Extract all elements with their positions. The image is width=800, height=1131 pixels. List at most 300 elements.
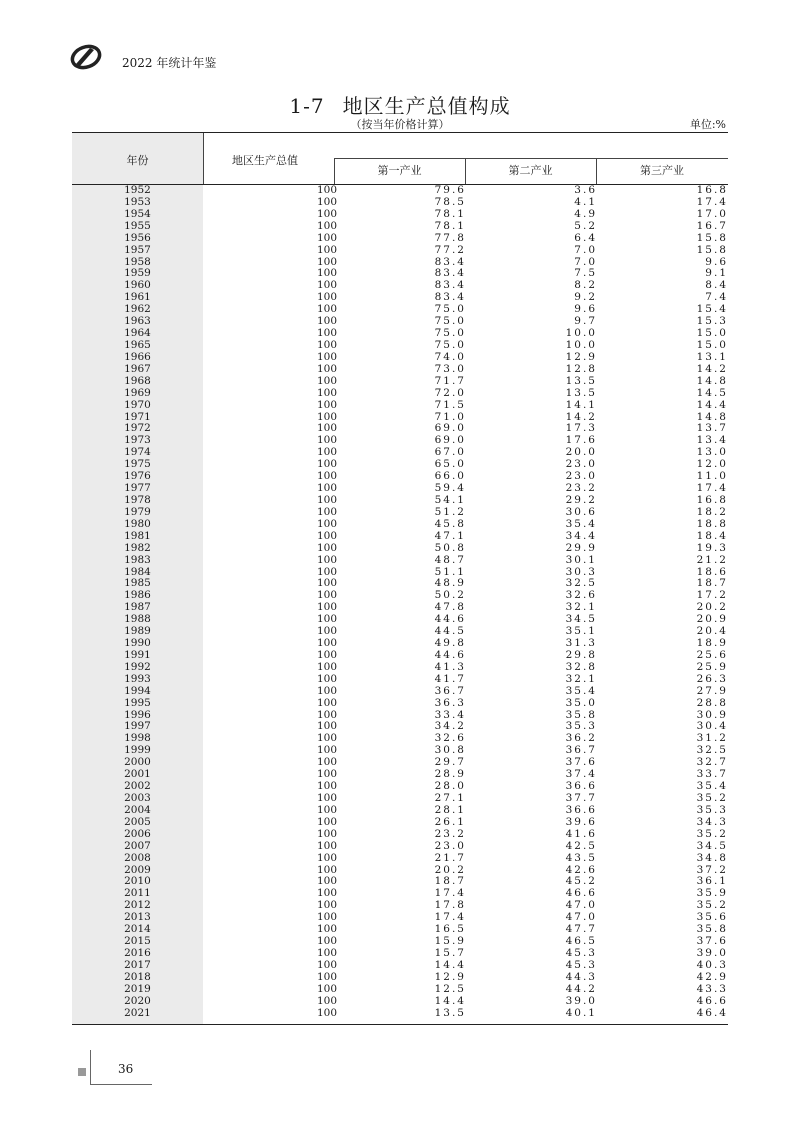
cell-secondary: 23.2 bbox=[565, 482, 597, 495]
cell-secondary: 36.7 bbox=[565, 744, 597, 757]
yearbook-logo-icon bbox=[70, 44, 102, 70]
table-row bbox=[72, 924, 728, 936]
table-row bbox=[72, 912, 728, 924]
cell-total: 100 bbox=[316, 315, 337, 328]
cell-secondary: 13.5 bbox=[565, 386, 597, 399]
cell-tertiary: 20.2 bbox=[696, 601, 728, 614]
cell-primary: 78.1 bbox=[434, 219, 466, 232]
cell-total: 100 bbox=[316, 875, 337, 888]
cell-tertiary: 14.5 bbox=[696, 386, 728, 399]
cell-secondary: 30.6 bbox=[565, 505, 597, 518]
cell-tertiary: 42.9 bbox=[696, 970, 728, 983]
table-row bbox=[72, 519, 728, 531]
table-row bbox=[72, 721, 728, 733]
header-secondary: 第二产业 bbox=[508, 164, 553, 177]
cell-secondary: 44.2 bbox=[565, 982, 597, 995]
cell-year: 1986 bbox=[124, 589, 151, 602]
cell-year: 1969 bbox=[124, 386, 151, 399]
cell-tertiary: 17.4 bbox=[696, 482, 728, 495]
table-row bbox=[72, 459, 728, 471]
cell-tertiary: 25.6 bbox=[696, 648, 728, 661]
cell-tertiary: 18.9 bbox=[696, 637, 728, 650]
cell-secondary: 42.6 bbox=[565, 863, 597, 876]
cell-year: 1997 bbox=[124, 720, 151, 733]
cell-secondary: 46.5 bbox=[565, 935, 597, 948]
cell-year: 2014 bbox=[124, 923, 151, 936]
cell-secondary: 34.5 bbox=[565, 613, 597, 626]
cell-primary: 75.0 bbox=[434, 327, 466, 340]
cell-year: 1998 bbox=[124, 732, 151, 745]
cell-total: 100 bbox=[316, 517, 337, 530]
cell-total: 100 bbox=[316, 589, 337, 602]
cell-year: 2013 bbox=[124, 911, 151, 924]
cell-tertiary: 14.8 bbox=[696, 374, 728, 387]
cell-primary: 29.7 bbox=[434, 756, 466, 769]
cell-total: 100 bbox=[316, 1006, 337, 1019]
cell-primary: 67.0 bbox=[434, 446, 466, 459]
cell-total: 100 bbox=[316, 374, 337, 387]
cell-secondary: 47.0 bbox=[565, 899, 597, 912]
table-row bbox=[72, 996, 728, 1008]
cell-year: 1999 bbox=[124, 744, 151, 757]
cell-secondary: 45.3 bbox=[565, 958, 597, 971]
cell-year: 2001 bbox=[124, 768, 151, 781]
cell-primary: 15.7 bbox=[434, 947, 466, 959]
cell-year: 1954 bbox=[124, 207, 151, 220]
table-row bbox=[72, 268, 728, 280]
table-row bbox=[72, 638, 728, 650]
cell-year: 1982 bbox=[124, 541, 151, 554]
cell-total: 100 bbox=[316, 696, 337, 709]
cell-total: 100 bbox=[316, 338, 337, 351]
cell-year: 2021 bbox=[124, 1006, 151, 1019]
table-row bbox=[72, 757, 728, 769]
cell-total: 100 bbox=[316, 184, 337, 196]
cell-year: 1973 bbox=[124, 434, 151, 447]
table-row bbox=[72, 662, 728, 674]
table-row bbox=[72, 984, 728, 996]
table-row bbox=[72, 853, 728, 865]
cell-secondary: 29.8 bbox=[565, 648, 597, 661]
table-row bbox=[72, 710, 728, 722]
cell-secondary: 37.7 bbox=[565, 792, 597, 805]
cell-tertiary: 14.2 bbox=[696, 362, 728, 375]
cell-primary: 75.0 bbox=[434, 315, 466, 328]
header-tertiary: 第三产业 bbox=[640, 164, 684, 177]
cell-tertiary: 35.9 bbox=[696, 887, 728, 900]
cell-primary: 41.3 bbox=[434, 660, 466, 673]
cell-year: 1961 bbox=[124, 291, 151, 304]
cell-primary: 44.6 bbox=[434, 648, 466, 661]
cell-primary: 13.5 bbox=[434, 1006, 466, 1019]
cell-tertiary: 37.2 bbox=[696, 863, 728, 876]
cell-secondary: 35.3 bbox=[565, 720, 597, 733]
cell-tertiary: 15.8 bbox=[696, 243, 728, 256]
cell-tertiary: 39.0 bbox=[696, 947, 728, 959]
cell-total: 100 bbox=[316, 350, 337, 363]
cell-tertiary: 15.0 bbox=[696, 327, 728, 340]
cell-total: 100 bbox=[316, 899, 337, 912]
cell-primary: 15.9 bbox=[434, 935, 466, 948]
cell-secondary: 7.0 bbox=[574, 243, 597, 256]
cell-total: 100 bbox=[316, 553, 337, 566]
cell-year: 1974 bbox=[124, 446, 151, 459]
cell-primary: 71.7 bbox=[434, 374, 466, 387]
table-row bbox=[72, 233, 728, 245]
cell-primary: 12.5 bbox=[434, 982, 466, 995]
cell-primary: 59.4 bbox=[434, 482, 466, 495]
cell-secondary: 9.7 bbox=[574, 315, 597, 328]
cell-primary: 50.8 bbox=[434, 541, 466, 554]
cell-tertiary: 43.3 bbox=[696, 982, 728, 995]
cell-secondary: 13.5 bbox=[565, 374, 597, 387]
cell-year: 1983 bbox=[124, 553, 151, 566]
cell-secondary: 30.1 bbox=[565, 553, 597, 566]
cell-tertiary: 7.4 bbox=[705, 291, 728, 304]
cell-primary: 17.4 bbox=[434, 911, 466, 924]
table-row bbox=[72, 698, 728, 710]
cell-tertiary: 35.4 bbox=[696, 780, 728, 793]
cell-secondary: 32.1 bbox=[565, 672, 597, 685]
cell-total: 100 bbox=[316, 255, 337, 268]
cell-year: 1956 bbox=[124, 231, 151, 244]
table-row bbox=[72, 400, 728, 412]
cell-primary: 28.0 bbox=[434, 780, 466, 793]
cell-primary: 77.2 bbox=[434, 243, 466, 256]
cell-primary: 50.2 bbox=[434, 589, 466, 602]
cell-year: 2006 bbox=[124, 827, 151, 840]
cell-total: 100 bbox=[316, 231, 337, 244]
cell-tertiary: 15.4 bbox=[696, 303, 728, 316]
cell-total: 100 bbox=[316, 863, 337, 876]
cell-tertiary: 20.9 bbox=[696, 613, 728, 626]
cell-year: 1975 bbox=[124, 458, 151, 471]
table-row bbox=[72, 292, 728, 304]
cell-tertiary: 28.8 bbox=[696, 696, 728, 709]
cell-tertiary: 37.6 bbox=[696, 935, 728, 948]
table-row bbox=[72, 602, 728, 614]
cell-primary: 49.8 bbox=[434, 637, 466, 650]
cell-total: 100 bbox=[316, 219, 337, 232]
cell-total: 100 bbox=[316, 601, 337, 614]
table-row bbox=[72, 245, 728, 257]
cell-tertiary: 16.8 bbox=[696, 493, 728, 506]
cell-primary: 36.3 bbox=[434, 696, 466, 709]
cell-tertiary: 35.3 bbox=[696, 803, 728, 816]
cell-secondary: 36.6 bbox=[565, 780, 597, 793]
table-row bbox=[72, 221, 728, 233]
cell-total: 100 bbox=[316, 982, 337, 995]
table-row bbox=[72, 865, 728, 877]
cell-year: 1985 bbox=[124, 577, 151, 590]
cell-tertiary: 21.2 bbox=[696, 553, 728, 566]
table-row bbox=[72, 769, 728, 781]
cell-secondary: 10.0 bbox=[565, 338, 597, 351]
cell-primary: 71.5 bbox=[434, 398, 466, 411]
cell-year: 1965 bbox=[124, 338, 151, 351]
cell-primary: 47.1 bbox=[434, 529, 466, 542]
cell-total: 100 bbox=[316, 386, 337, 399]
cell-secondary: 32.6 bbox=[565, 589, 597, 602]
cell-total: 100 bbox=[316, 839, 337, 852]
cell-primary: 75.0 bbox=[434, 338, 466, 351]
cell-year: 1980 bbox=[124, 517, 151, 530]
cell-secondary: 44.3 bbox=[565, 970, 597, 983]
cell-primary: 65.0 bbox=[434, 458, 466, 471]
cell-year: 1979 bbox=[124, 505, 151, 518]
cell-total: 100 bbox=[316, 446, 337, 459]
cell-total: 100 bbox=[316, 613, 337, 626]
cell-year: 1977 bbox=[124, 482, 151, 495]
cell-tertiary: 15.0 bbox=[696, 338, 728, 351]
cell-year: 1989 bbox=[124, 625, 151, 638]
cell-primary: 26.1 bbox=[434, 815, 466, 828]
cell-secondary: 8.2 bbox=[574, 279, 597, 292]
table-row bbox=[72, 614, 728, 626]
table-body bbox=[72, 185, 728, 1020]
cell-year: 2018 bbox=[124, 970, 151, 983]
cell-total: 100 bbox=[316, 720, 337, 733]
cell-year: 1964 bbox=[124, 327, 151, 340]
table-row bbox=[72, 650, 728, 662]
cell-total: 100 bbox=[316, 327, 337, 340]
cell-total: 100 bbox=[316, 672, 337, 685]
cell-primary: 45.8 bbox=[434, 517, 466, 530]
cell-tertiary: 35.6 bbox=[696, 911, 728, 924]
cell-total: 100 bbox=[316, 207, 337, 220]
cell-total: 100 bbox=[316, 994, 337, 1007]
table-row bbox=[72, 185, 728, 197]
cell-total: 100 bbox=[316, 970, 337, 983]
cell-secondary: 39.0 bbox=[565, 994, 597, 1007]
table-row bbox=[72, 471, 728, 483]
cell-total: 100 bbox=[316, 923, 337, 936]
cell-primary: 83.4 bbox=[434, 255, 466, 268]
cell-secondary: 6.4 bbox=[574, 231, 597, 244]
cell-year: 2002 bbox=[124, 780, 151, 793]
cell-tertiary: 8.4 bbox=[705, 279, 728, 292]
table-number: 1-7 bbox=[289, 94, 325, 118]
table-title-text: 地区生产总值构成 bbox=[342, 94, 511, 118]
cell-total: 100 bbox=[316, 303, 337, 316]
table-row bbox=[72, 197, 728, 209]
cell-year: 2019 bbox=[124, 982, 151, 995]
cell-primary: 77.8 bbox=[434, 231, 466, 244]
cell-year: 1984 bbox=[124, 565, 151, 578]
table-row bbox=[72, 817, 728, 829]
cell-secondary: 35.8 bbox=[565, 708, 597, 721]
cell-secondary: 35.4 bbox=[565, 684, 597, 697]
table-row bbox=[72, 936, 728, 948]
table-row bbox=[72, 733, 728, 745]
cell-secondary: 32.5 bbox=[565, 577, 597, 590]
cell-year: 2012 bbox=[124, 899, 151, 912]
table-row bbox=[72, 280, 728, 292]
header-year: 年份 bbox=[126, 154, 149, 167]
cell-year: 1959 bbox=[124, 267, 151, 280]
cell-tertiary: 35.2 bbox=[696, 899, 728, 912]
cell-tertiary: 17.0 bbox=[696, 207, 728, 220]
cell-primary: 30.8 bbox=[434, 744, 466, 757]
cell-total: 100 bbox=[316, 398, 337, 411]
table-row bbox=[72, 781, 728, 793]
cell-year: 2010 bbox=[124, 875, 151, 888]
cell-secondary: 23.0 bbox=[565, 470, 597, 483]
cell-secondary: 46.6 bbox=[565, 887, 597, 900]
cell-secondary: 30.3 bbox=[565, 565, 597, 578]
cell-total: 100 bbox=[316, 827, 337, 840]
cell-year: 2000 bbox=[124, 756, 151, 769]
cell-secondary: 9.6 bbox=[574, 303, 597, 316]
cell-total: 100 bbox=[316, 768, 337, 781]
cell-year: 1978 bbox=[124, 493, 151, 506]
cell-tertiary: 13.0 bbox=[696, 446, 728, 459]
cell-secondary: 23.0 bbox=[565, 458, 597, 471]
cell-secondary: 31.3 bbox=[565, 637, 597, 650]
cell-year: 2016 bbox=[124, 947, 151, 959]
cell-primary: 54.1 bbox=[434, 493, 466, 506]
cell-total: 100 bbox=[316, 637, 337, 650]
cell-primary: 17.8 bbox=[434, 899, 466, 912]
cell-primary: 78.5 bbox=[434, 195, 466, 208]
cell-primary: 18.7 bbox=[434, 875, 466, 888]
table-row bbox=[72, 888, 728, 900]
cell-tertiary: 46.4 bbox=[696, 1006, 728, 1019]
cell-secondary: 35.0 bbox=[565, 696, 597, 709]
table-row bbox=[72, 745, 728, 757]
table-row bbox=[72, 841, 728, 853]
table-row bbox=[72, 805, 728, 817]
cell-total: 100 bbox=[316, 195, 337, 208]
cell-year: 1987 bbox=[124, 601, 151, 614]
cell-total: 100 bbox=[316, 815, 337, 828]
table-row bbox=[72, 316, 728, 328]
cell-total: 100 bbox=[316, 780, 337, 793]
cell-total: 100 bbox=[316, 458, 337, 471]
cell-tertiary: 18.4 bbox=[696, 529, 728, 542]
cell-total: 100 bbox=[316, 887, 337, 900]
table-row bbox=[72, 829, 728, 841]
cell-year: 1970 bbox=[124, 398, 151, 411]
cell-year: 1994 bbox=[124, 684, 151, 697]
cell-total: 100 bbox=[316, 362, 337, 375]
cell-tertiary: 18.8 bbox=[696, 517, 728, 530]
table-bottom-rule bbox=[72, 1024, 728, 1025]
table-row bbox=[72, 423, 728, 435]
cell-primary: 27.1 bbox=[434, 792, 466, 805]
cell-tertiary: 25.9 bbox=[696, 660, 728, 673]
cell-tertiary: 36.1 bbox=[696, 875, 728, 888]
cell-year: 1953 bbox=[124, 195, 151, 208]
cell-secondary: 41.6 bbox=[565, 827, 597, 840]
table-unit: 单位:% bbox=[689, 118, 726, 131]
cell-year: 1976 bbox=[124, 470, 151, 483]
cell-tertiary: 15.8 bbox=[696, 231, 728, 244]
cell-secondary: 36.6 bbox=[565, 803, 597, 816]
cell-primary: 83.4 bbox=[434, 291, 466, 304]
cell-total: 100 bbox=[316, 243, 337, 256]
table-row bbox=[72, 412, 728, 424]
table-row bbox=[72, 793, 728, 805]
table-row bbox=[72, 483, 728, 495]
cell-tertiary: 33.7 bbox=[696, 768, 728, 781]
cell-tertiary: 14.8 bbox=[696, 410, 728, 423]
cell-primary: 28.9 bbox=[434, 768, 466, 781]
cell-total: 100 bbox=[316, 732, 337, 745]
cell-tertiary: 17.2 bbox=[696, 589, 728, 602]
cell-tertiary: 14.4 bbox=[696, 398, 728, 411]
cell-secondary: 40.1 bbox=[565, 1006, 597, 1019]
cell-year: 1957 bbox=[124, 243, 151, 256]
cell-year: 1960 bbox=[124, 279, 151, 292]
table-row bbox=[72, 257, 728, 269]
cell-year: 1955 bbox=[124, 219, 151, 232]
cell-secondary: 35.4 bbox=[565, 517, 597, 530]
footer-square-icon bbox=[78, 1068, 86, 1076]
table-row bbox=[72, 578, 728, 590]
table-row bbox=[72, 435, 728, 447]
cell-primary: 44.5 bbox=[434, 625, 466, 638]
cell-total: 100 bbox=[316, 684, 337, 697]
table-row bbox=[72, 972, 728, 984]
table-row bbox=[72, 674, 728, 686]
table-row bbox=[72, 507, 728, 519]
cell-primary: 36.7 bbox=[434, 684, 466, 697]
table-row bbox=[72, 364, 728, 376]
cell-primary: 34.2 bbox=[434, 720, 466, 733]
cell-primary: 28.1 bbox=[434, 803, 466, 816]
cell-secondary: 7.5 bbox=[574, 267, 597, 280]
table-row bbox=[72, 495, 728, 507]
cell-total: 100 bbox=[316, 291, 337, 304]
cell-secondary: 32.8 bbox=[565, 660, 597, 673]
cell-primary: 51.1 bbox=[434, 565, 466, 578]
header-primary: 第一产业 bbox=[377, 164, 422, 177]
cell-primary: 23.2 bbox=[434, 827, 466, 840]
cell-year: 2003 bbox=[124, 792, 151, 805]
cell-year: 1995 bbox=[124, 696, 151, 709]
cell-primary: 71.0 bbox=[434, 410, 466, 423]
cell-primary: 75.0 bbox=[434, 303, 466, 316]
cell-primary: 79.6 bbox=[434, 184, 466, 196]
cell-primary: 21.7 bbox=[434, 851, 466, 864]
cell-year: 1952 bbox=[124, 184, 151, 196]
cell-primary: 16.5 bbox=[434, 923, 466, 936]
cell-secondary: 12.8 bbox=[565, 362, 597, 375]
table-title bbox=[0, 90, 800, 119]
cell-secondary: 14.1 bbox=[565, 398, 597, 411]
cell-secondary: 9.2 bbox=[574, 291, 597, 304]
cell-total: 100 bbox=[316, 493, 337, 506]
cell-tertiary: 15.3 bbox=[696, 315, 728, 328]
cell-tertiary: 18.7 bbox=[696, 577, 728, 590]
cell-secondary: 37.4 bbox=[565, 768, 597, 781]
cell-secondary: 45.2 bbox=[565, 875, 597, 888]
header-total: 地区生产总值 bbox=[232, 154, 298, 167]
cell-secondary: 47.0 bbox=[565, 911, 597, 924]
cell-year: 2005 bbox=[124, 815, 151, 828]
cell-year: 1996 bbox=[124, 708, 151, 721]
cell-year: 1993 bbox=[124, 672, 151, 685]
cell-total: 100 bbox=[316, 756, 337, 769]
cell-year: 2008 bbox=[124, 851, 151, 864]
cell-total: 100 bbox=[316, 482, 337, 495]
cell-primary: 23.0 bbox=[434, 839, 466, 852]
table-row bbox=[72, 626, 728, 638]
cell-secondary: 4.1 bbox=[574, 195, 597, 208]
table-row bbox=[72, 340, 728, 352]
cell-total: 100 bbox=[316, 851, 337, 864]
